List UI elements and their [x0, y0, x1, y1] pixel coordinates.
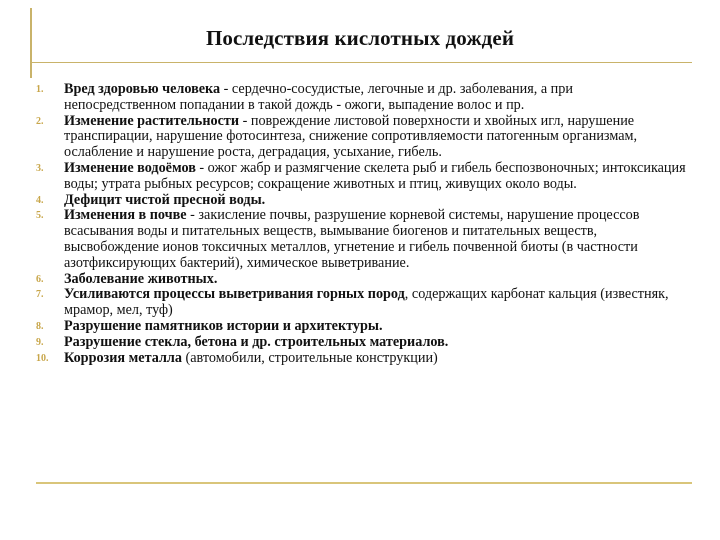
list-item: [36, 351, 686, 367]
slide-title: Последствия кислотных дождей: [205, 26, 515, 50]
item-number: 5.: [36, 210, 44, 222]
item-number: 6.: [36, 273, 44, 285]
item-text: , содержащих карбонат кальция (известняк, мрамор, мел, туф): [64, 286, 669, 319]
list-item: [36, 272, 686, 288]
list-item: [36, 208, 686, 271]
item-text: (автомобили, строительные конструкции): [181, 349, 438, 366]
item-heading: Заболевание животных.: [64, 270, 218, 287]
item-number: 2.: [36, 115, 44, 127]
list-item: [36, 114, 686, 161]
item-text: - ожог жабр и размягчение скелета рыб и гибель беспозвоночных; интоксикация воды; утрата рыбных ресурсов; сокращение животных и птиц, живущих около воды.: [64, 159, 686, 192]
list-item: [36, 335, 686, 351]
item-heading: Изменение водоёмов: [64, 159, 196, 176]
decorative-bottom-rule: [36, 482, 692, 484]
item-number: 9.: [36, 336, 44, 348]
decorative-top-rule: [30, 62, 692, 63]
item-heading: Дефицит чистой пресной воды.: [64, 191, 266, 208]
item-text: - закисление почвы, разрушение корневой системы, нарушение процессов всасывания воды и питательных веществ, вымывание биогенов и питательных веществ, высвобождение ионов токсичных металлов, угнетение и гибель почвенной биоты (в частности азотфиксирующих бактерий), химическое выветривание.: [64, 207, 640, 271]
item-heading: Изменение растительности: [64, 112, 240, 129]
item-heading: Вред здоровью человека: [64, 81, 221, 97]
item-heading: Разрушение стекла, бетона и др. строительных материалов.: [64, 333, 449, 350]
item-number: 4.: [36, 194, 44, 206]
item-text: - повреждение листовой поверхности и хвойных игл, нарушение транспирации, нарушение фотосинтеза, снижение сопротивляемости патогенным организмам, ослабление и нарушение роста, деградация, усыхание, гибель.: [64, 112, 638, 161]
item-number: 7.: [36, 289, 44, 301]
item-heading: Усиливаются процессы выветривания горных пород: [64, 286, 405, 303]
item-number: 1.: [36, 84, 44, 95]
list-item: [36, 193, 686, 209]
item-number: 8.: [36, 320, 44, 332]
item-heading: Изменения в почве: [64, 207, 187, 224]
item-heading: Коррозия металла: [64, 349, 182, 366]
item-number: 10.: [36, 352, 49, 364]
consequence-list: [36, 82, 686, 366]
item-number: 3.: [36, 162, 44, 174]
list-item: [36, 161, 686, 193]
list-item: [36, 287, 686, 319]
list-item: [36, 319, 686, 335]
item-text: - сердечно-сосудистые, легочные и др. заболевания, а при непосредственном попадании в такой дождь - ожоги, выпадение волос и пр.: [64, 81, 573, 113]
item-heading: Разрушение памятников истории и архитектуры.: [64, 317, 383, 334]
list-item: [36, 82, 686, 114]
